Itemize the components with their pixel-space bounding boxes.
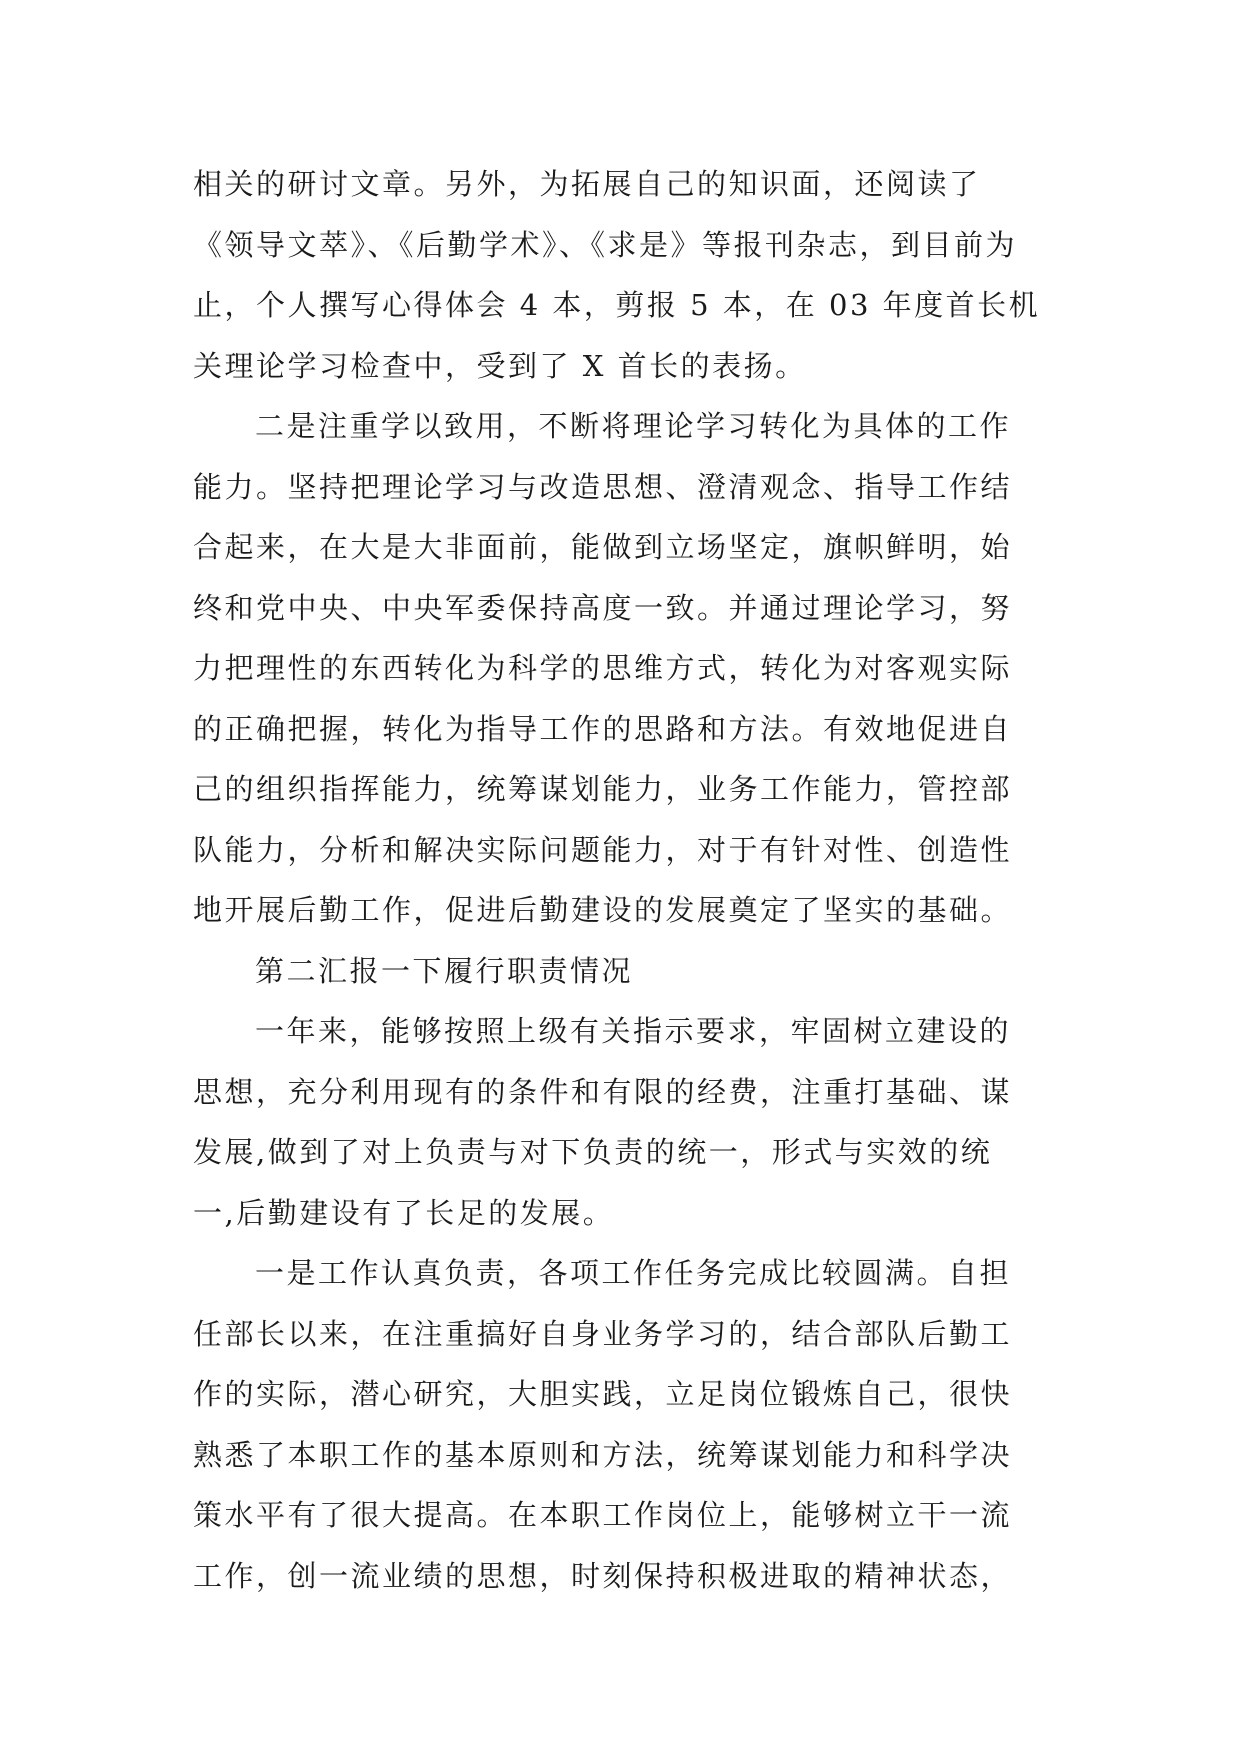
- text-line: 队能力，分析和解决实际问题能力，对于有针对性、创造性: [193, 832, 1013, 867]
- text-line: 发展,做到了对上负责与对下负责的统一，形式与实效的统: [193, 1135, 993, 1169]
- text-line: 地开展后勤工作，促进后勤建设的发展奠定了坚实的基础。: [193, 893, 1013, 927]
- text-line: 止，个人撰写心得体会 4 本，剪报 5 本，在 03 年度首长机: [193, 288, 1041, 322]
- text-line: 一是工作认真负责，各项工作任务完成比较圆满。自担: [255, 1256, 1012, 1290]
- text-line: 策水平有了很大提高。在本职工作岗位上，能够树立干一流: [193, 1498, 1013, 1532]
- text-line: 第二汇报一下履行职责情况: [255, 953, 634, 988]
- text-line: 终和党中央、中央军委保持高度一致。并通过理论学习，努: [193, 590, 1013, 625]
- text-line: 能力。坚持把理论学习与改造思想、澄清观念、指导工作结: [193, 469, 1013, 504]
- text-line: 一,后勤建设有了长足的发展。: [193, 1195, 615, 1230]
- text-line: 《领导文萃》、《后勤学术》、《求是》等报刊杂志，到目前为: [193, 227, 1018, 262]
- text-line: 合起来，在大是大非面前，能做到立场坚定，旗帜鲜明，始: [193, 530, 1013, 564]
- body-text: [193, 154, 1073, 1606]
- text-line: 力把理性的东西转化为科学的思维方式，转化为对客观实际: [193, 651, 1013, 685]
- text-line: 关理论学习检查中，受到了 X 首长的表扬。: [193, 348, 807, 383]
- text-line: 任部长以来，在注重搞好自身业务学习的，结合部队后勤工: [193, 1316, 1013, 1351]
- text-line: 熟悉了本职工作的基本原则和方法，统筹谋划能力和科学决: [193, 1437, 1013, 1472]
- text-line: 一年来，能够按照上级有关指示要求，牢固树立建设的: [255, 1014, 1012, 1048]
- text-line: 相关的研讨文章。另外，为拓展自己的知识面，还阅读了: [193, 167, 981, 201]
- text-line: 作的实际，潜心研究，大胆实践，立足岗位锻炼自己，很快: [193, 1377, 1013, 1411]
- text-line: 己的组织指挥能力，统筹谋划能力，业务工作能力，管控部: [193, 772, 1013, 806]
- text-line: 二是注重学以致用，不断将理论学习转化为具体的工作: [255, 409, 1012, 443]
- text-line: 工作，创一流业绩的思想，时刻保持积极进取的精神状态，: [193, 1558, 1013, 1593]
- text-line: 的正确把握，转化为指导工作的思路和方法。有效地促进自: [193, 711, 1013, 746]
- text-line: 思想，充分利用现有的条件和有限的经费，注重打基础、谋: [193, 1074, 1013, 1109]
